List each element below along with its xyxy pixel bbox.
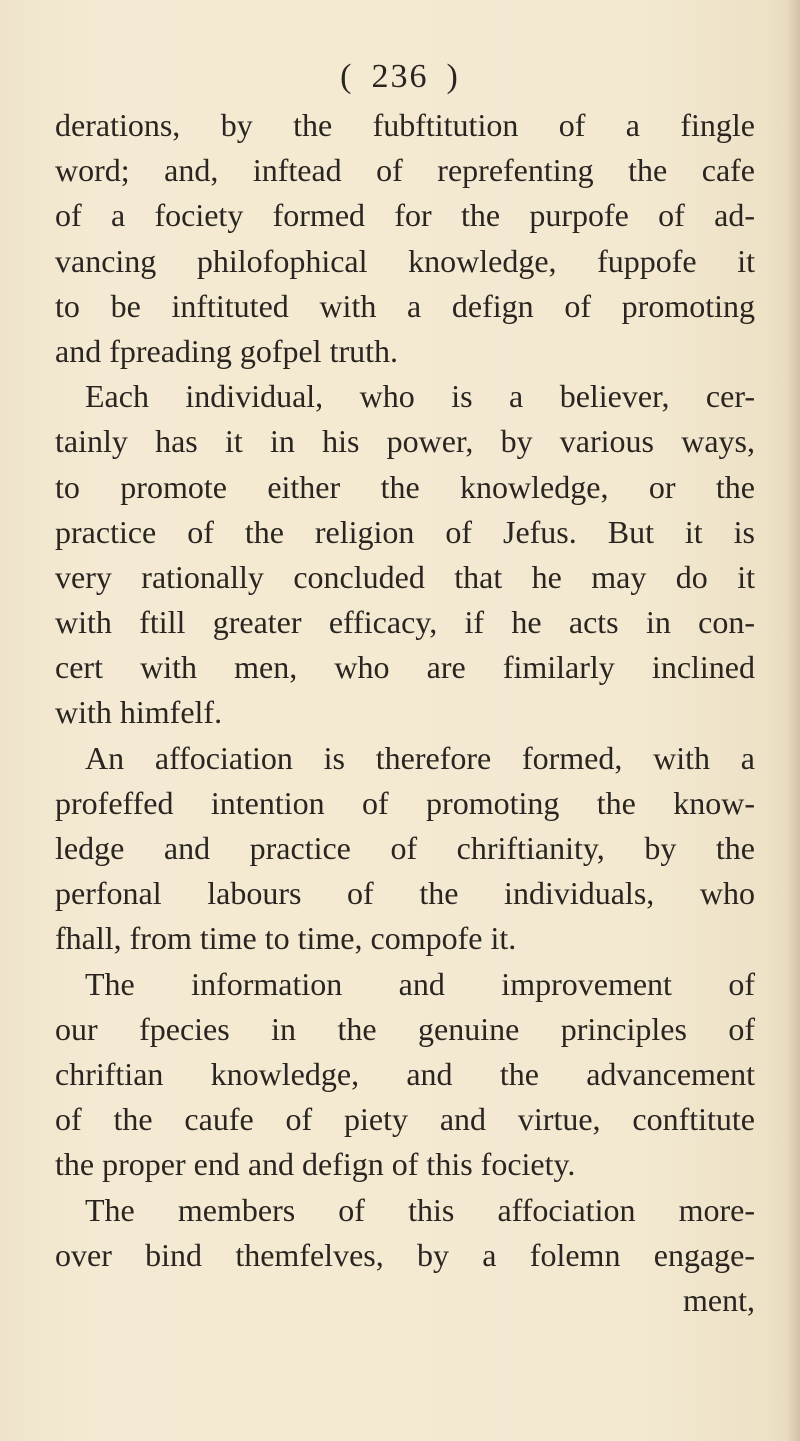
text-line: with himfelf. <box>55 694 223 731</box>
text-line: over bind themfelves, by a folemn engage- <box>55 1236 755 1273</box>
catchword: ment, <box>683 1281 755 1318</box>
text-line: perfonal labours of the individuals, who <box>55 875 755 912</box>
text-line: The information and improvement of <box>85 965 755 1002</box>
body-text <box>55 103 755 1323</box>
text-line: very rationally concluded that he may do it <box>55 558 755 595</box>
text-line: with ftill greater efficacy, if he acts in con- <box>55 604 755 641</box>
text-line: the proper end and defign of this fociety. <box>55 1146 576 1183</box>
text-line: of the caufe of piety and virtue, conftitute <box>55 1101 755 1138</box>
text-line: to promote either the knowledge, or the <box>55 468 755 505</box>
page-edge-shadow <box>786 0 800 1441</box>
text-line: of a fociety formed for the purpofe of ad- <box>55 197 755 234</box>
text-line: profeffed intention of promoting the know- <box>55 784 755 821</box>
page-number-header <box>0 58 800 96</box>
text-line: An affociation is therefore formed, with a <box>85 739 755 776</box>
text-line: cert with men, who are fimilarly inclined <box>55 649 755 686</box>
page-number-close-paren: ) <box>446 58 460 95</box>
text-line: practice of the religion of Jefus. But it is <box>55 513 755 550</box>
page-number: 236 <box>371 58 429 95</box>
page-number-open-paren: ( <box>340 58 354 95</box>
text-line: word; and, inftead of reprefenting the cafe <box>55 152 755 189</box>
text-line: fhall, from time to time, compofe it. <box>55 920 517 957</box>
text-line: tainly has it in his power, by various ways, <box>55 423 755 460</box>
text-line: ledge and practice of chriftianity, by the <box>55 830 755 866</box>
text-line: to be inftituted with a defign of promoting <box>55 287 755 324</box>
text-line: derations, by the fubftitution of a fingle <box>55 107 755 143</box>
text-line: vancing philofophical knowledge, fuppofe it <box>55 242 755 279</box>
text-line: Each individual, who is a believer, cer- <box>85 378 755 415</box>
text-line: The members of this affociation more- <box>85 1191 755 1228</box>
text-line: and fpreading gofpel truth. <box>55 332 398 369</box>
text-line: our fpecies in the genuine principles of <box>55 1010 755 1047</box>
text-line: chriftian knowledge, and the advancement <box>55 1055 755 1092</box>
